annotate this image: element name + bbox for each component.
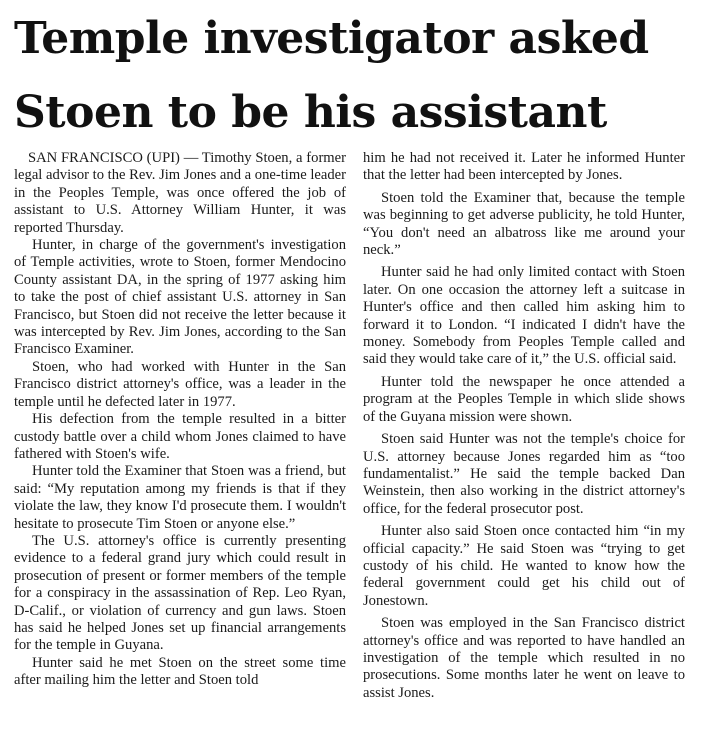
article-paragraph: His defection from the temple resulted in a bitter custody battle over a child whom Jones claimed to have fathered with Stoen's wife.: [14, 411, 346, 462]
article-paragraph: Hunter said he met Stoen on the street some time after mailing him the letter and Stoen told: [14, 654, 346, 689]
article-paragraph: Stoen told the Examiner that, because the temple was beginning to get adverse publicity, he told Hunter, “You don't need an albatross like me around your neck.”: [363, 189, 685, 259]
article-paragraph: Hunter told the newspaper he once attended a program at the Peoples Temple in which slide shows of the Guyana mission were shown.: [363, 373, 685, 425]
headline-line-2: Stoen to be his assistant: [14, 87, 607, 138]
article-paragraph: Stoen was employed in the San Francisco district attorney's office and was reported to have handled an investigation of the temple which resulted in no prosecutions. Some months later he went on leave to assist Jones.: [363, 615, 685, 701]
article-paragraph: Hunter told the Examiner that Stoen was a friend, but said: “My reputation among my friends is that if they violate the law, they know I'd prosecute them. I wouldn't hesitate to prosecute Tim Stoen or anyone else.”: [14, 463, 346, 532]
article-right-column: [363, 150, 685, 702]
article-left-column: [14, 150, 346, 690]
article-paragraph: Stoen said Hunter was not the temple's choice for U.S. attorney because Jones regarded him as “too fundamentalist.” He said the temple backed Dan Weinstein, then also working in the district attorney's office, for the federal prosecutor post.: [363, 431, 685, 517]
article-paragraph: Stoen, who had worked with Hunter in the San Francisco district attorney's office, was a leader in the temple until he defected later in 1977.: [14, 358, 346, 410]
article-paragraph-continued: him he had not received it. Later he informed Hunter that the letter had been intercepted by Jones.: [363, 150, 685, 184]
article-paragraph: The U.S. attorney's office is currently presenting evidence to a federal grand jury which could result in prosecution of present or former members of the temple for a conspiracy in the assassination of Rep. Leo Ryan, D-Calif., or violation of currency and gun laws. Stoen has said he helped Jones set up financial arrangements for the temple in Guyana.: [14, 532, 346, 654]
article-paragraph: Hunter said he had only limited contact with Stoen later. On one occasion the attorney left a suitcase in Hunter's office and then called him asking him to forward it to London. “I indicated I didn't have the money. Somebody from Peoples Temple called and said they would take care of it,” the U.S. official said.: [363, 264, 685, 368]
headline: [14, 2, 694, 150]
headline-line-1: Temple investigator asked: [14, 13, 649, 64]
article-paragraph: Hunter, in charge of the government's investigation of Temple activities, wrote to Stoen, former Mendocino County assistant DA, in the spring of 1977 asking him to take the post of chief assistant U.S. attorney in San Francisco, but Stoen did not receive the letter because it was intercepted by Rev. Jim Jones, according to the San Francisco Examiner.: [14, 237, 346, 358]
article-paragraph: SAN FRANCISCO (UPI) — Timothy Stoen, a former legal advisor to the Rev. Jim Jones and a one-time leader in the Peoples Temple, was once offered the job of assistant to U.S. Attorney William Hunter, it was reported Thursday.: [14, 150, 346, 236]
article-paragraph: Hunter also said Stoen once contacted him “in my official capacity.” He said Stoen was “trying to get custody of his child. He wanted to know how the federal government could get his child out of Jonestown.: [363, 523, 685, 609]
